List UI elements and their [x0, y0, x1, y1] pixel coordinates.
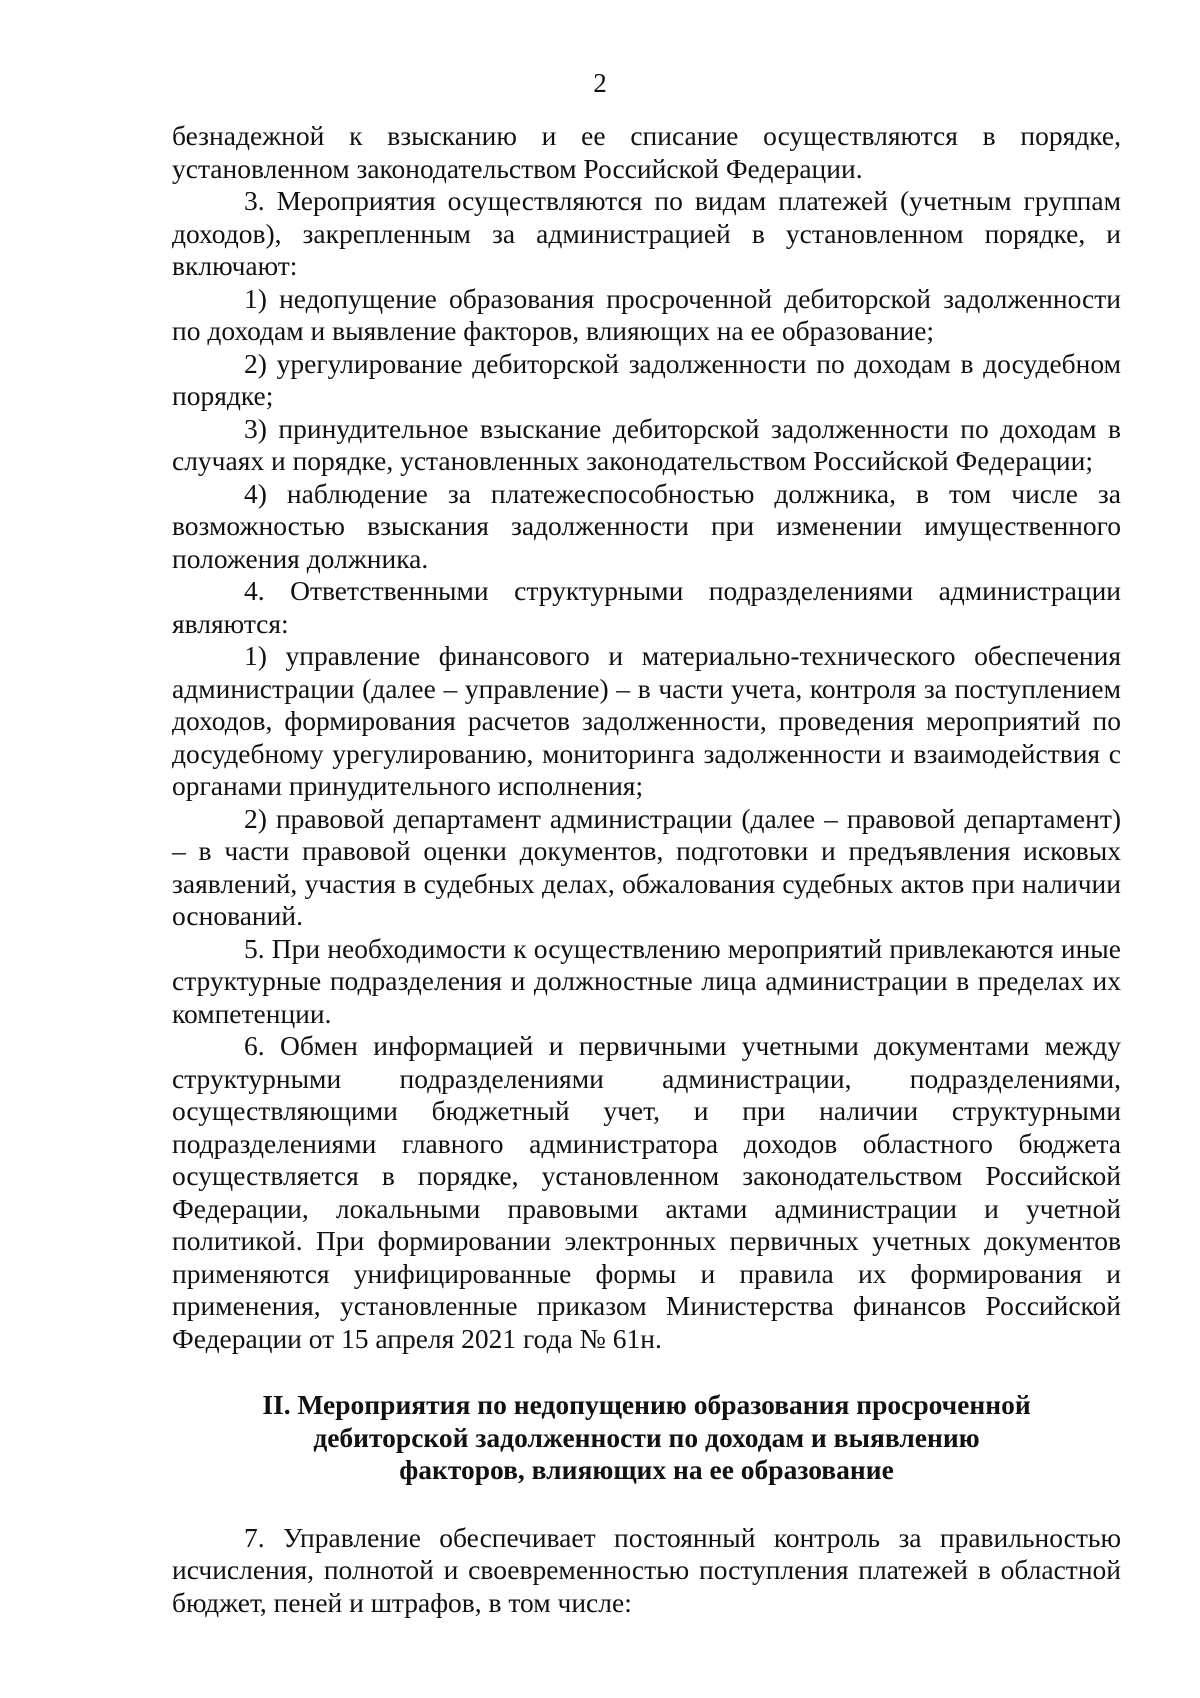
subitem-4-1: 1) управление финансового и материально-технического обеспечения администрации (далее – управление) – в части учета, контроля за поступлением доходов, формирования расчетов задолженности, проведения мероприятий по досудебному урегулированию, мониторинга задолженности и взаимодействия с органами принудительного исполнения;	[172, 640, 1121, 801]
paragraph-item-5: 5. При необходимости к осуществлению мероприятий привлекаются иные структурные подразделения и должностные лица администрации в пределах их компетенции.	[172, 932, 1121, 1029]
paragraph-item-4: 4. Ответственными структурными подразделениями администрации являются:	[172, 575, 1121, 639]
paragraph-item-3: 3. Мероприятия осуществляются по видам платежей (учетным группам доходов), закрепленным за администрацией в установленном порядке, и включают:	[172, 185, 1121, 281]
section-heading	[172, 1389, 1121, 1487]
paragraph-item-6: 6. Обмен информацией и первичными учетными документами между структурными подразделениями администрации, подразделениями, осуществляющими бюджетный учет, и при наличии структурными подразделениями главного администратора доходов областного бюджета осуществляется в порядке, установленном законодательством Российской Федерации, локальными правовыми актами администрации и учетной политикой. При формировании электронных первичных учетных документов применяются унифицированные формы и правила их формирования и применения, установленные приказом Министерства финансов Российской Федерации от 15 апреля 2021 года № 61н.	[172, 1030, 1121, 1354]
paragraph-item-7: 7. Управление обеспечивает постоянный контроль за правильностью исчисления, полнотой и своевременностью поступления платежей в областной бюджет, пеней и штрафов, в том числе:	[172, 1521, 1121, 1618]
section-heading-line-2: дебиторской задолженности по доходам и выявлению	[313, 1421, 980, 1453]
subitem-3-3: 3) принудительное взыскание дебиторской задолженности по доходам в случаях и порядке, установленных законодательством Российской Федерации;	[172, 412, 1121, 476]
page-number: 2	[593, 68, 607, 98]
section-heading-line-3: факторов, влияющих на ее образование	[399, 1454, 894, 1485]
subitem-4-2: 2) правовой департамент администрации (далее – правовой департамент) – в части правовой оценки документов, подготовки и предъявления исковых заявлений, участия в судебных делах, обжалования судебных актов при наличии оснований.	[172, 802, 1121, 931]
section-heading-line-1: II. Мероприятия по недопущению образования просроченной	[262, 1389, 1031, 1420]
paragraph-continuation: безнадежной к взысканию и ее списание осуществляются в порядке, установленном законодательством Российской Федерации.	[172, 120, 1121, 184]
subitem-3-4: 4) наблюдение за платежеспособностью должника, в том числе за возможностью взыскания задолженности при изменении имущественного положения должника.	[172, 477, 1121, 574]
subitem-3-1: 1) недопущение образования просроченной дебиторской задолженности по доходам и выявление факторов, влияющих на ее образование;	[172, 282, 1121, 346]
subitem-3-2: 2) урегулирование дебиторской задолженности по доходам в досудебном порядке;	[172, 347, 1121, 411]
document-body	[172, 120, 1121, 1619]
